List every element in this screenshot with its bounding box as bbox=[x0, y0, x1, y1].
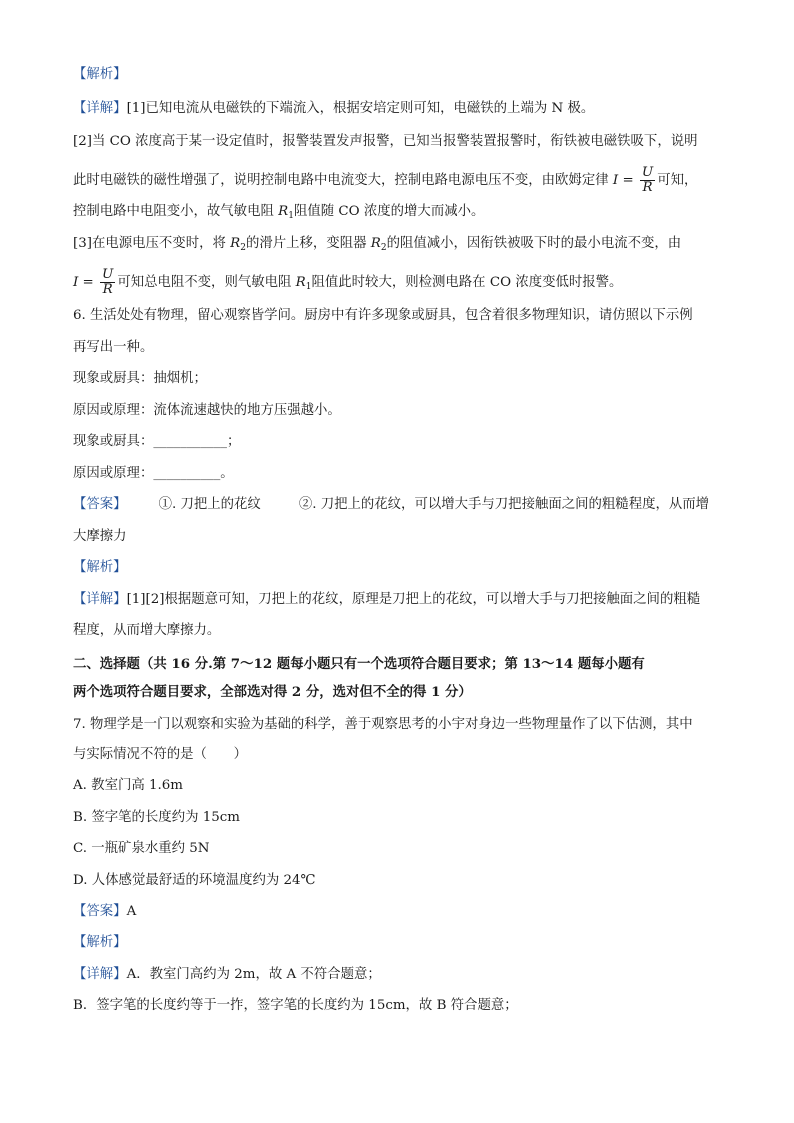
section2-heading-line2: 两个选项符合题目要求，全部选对得 2 分，选对但不全的得 1 分） bbox=[73, 684, 472, 700]
q6-analysis-label: 【解析】 bbox=[73, 560, 127, 575]
fraction-denominator-2: R bbox=[102, 282, 113, 297]
q7-detail-a: A．教室门高约为 2m，故 A 不符合题意； bbox=[126, 967, 381, 982]
formula-equals: = bbox=[618, 173, 638, 188]
r1-symbol-2: R bbox=[295, 275, 306, 290]
q6-stem-line2: 再写出一种。 bbox=[73, 340, 154, 355]
q5-analysis-label: 【解析】 bbox=[73, 67, 127, 82]
q7-stem-line2: 与实际情况不符的是（ ） bbox=[73, 747, 248, 762]
q7-stem-line1: 7. 物理学是一门以观察和实验为基础的科学，善于观察思考的小宇对身边一些物理量作了以下估测，其中 bbox=[73, 717, 693, 732]
q6-blank-phenomenon: 现象或厨具：___________； bbox=[73, 434, 241, 449]
q5-p2-line2-a: 此时电磁铁的磁性增强了，说明控制电路中电流变大，控制电路电源电压不变，由欧姆定律 bbox=[73, 173, 609, 188]
q7-detail-line1 bbox=[73, 966, 381, 984]
r2-subscript-2: 2 bbox=[380, 243, 387, 253]
fraction-numerator-2: U bbox=[102, 267, 114, 282]
q6-detail-line2: 程度，从而增大摩擦力。 bbox=[73, 623, 221, 638]
r2-symbol: R bbox=[230, 236, 241, 251]
q5-p2-line3 bbox=[73, 203, 484, 225]
q7-answer-value: A bbox=[126, 904, 137, 919]
fraction-numerator: U bbox=[641, 165, 654, 180]
q6-detail-line1 bbox=[73, 591, 700, 609]
q5-p3-line2 bbox=[73, 268, 622, 297]
q7-answer-line bbox=[73, 903, 136, 921]
fraction-denominator: R bbox=[642, 180, 653, 195]
q5-p3-line1-a: [3]在电源电压不变时，将 bbox=[73, 236, 231, 251]
q6-answer-label: 【答案】 bbox=[73, 497, 127, 512]
q7-option-b: B. 签字笔的长度约为 15cm bbox=[73, 810, 240, 825]
q6-example-principle: 原因或原理：流体流速越快的地方压强越小。 bbox=[73, 403, 341, 418]
q7-option-c: C. 一瓶矿泉水重约 5N bbox=[73, 841, 210, 856]
q6-detail-text-1: [1][2]根据题意可知，刀把上的花纹，原理是刀把上的花纹，可以增大手与刀把接触面之间的粗糙 bbox=[126, 592, 701, 607]
r1-subscript-2: 1 bbox=[305, 282, 312, 292]
ohm-fraction-2 bbox=[100, 268, 115, 297]
q5-detail-label: 【详解】 bbox=[73, 101, 127, 116]
q6-example-phenomenon: 现象或厨具：抽烟机； bbox=[73, 371, 207, 386]
formula-i: I bbox=[612, 173, 619, 188]
q5-p3-line1-c: 的阻值减小，因衔铁被吸下时的最小电流不变，由 bbox=[386, 236, 682, 251]
formula-i-2: I bbox=[73, 275, 79, 290]
q7-analysis-label: 【解析】 bbox=[73, 935, 127, 950]
q7-answer-label: 【答案】 bbox=[73, 904, 127, 919]
q5-p3-line1-b: 的滑片上移，变阻器 bbox=[245, 236, 371, 251]
q6-answer-2-line1: ②. 刀把上的花纹，可以增大手与刀把接触面之间的粗糙程度，从而增 bbox=[298, 497, 710, 512]
q6-detail-label: 【详解】 bbox=[73, 592, 127, 607]
q5-p1-text: [1]已知电流从电磁铁的下端流入，根据安培定则可知，电磁铁的上端为 N 极。 bbox=[126, 101, 595, 116]
q6-answer-1: ①. 刀把上的花纹 bbox=[158, 497, 261, 512]
q7-option-a: A. 教室门高 1.6m bbox=[73, 778, 183, 793]
ohm-fraction bbox=[640, 166, 655, 195]
section2-heading-line1: 二、选择题（共 16 分.第 7～12 题每小题只有一个选项符合题目要求；第 13～14 题每小题有 bbox=[73, 656, 645, 672]
q5-p2-line2-b: 可知， bbox=[657, 173, 698, 188]
q6-blank-principle: 原因或原理：__________。 bbox=[73, 466, 234, 481]
r2-subscript: 2 bbox=[240, 243, 246, 253]
q5-p3-line2-b: 可知总电阻不变，则气敏电阻 bbox=[117, 275, 296, 290]
q5-p2-line2 bbox=[73, 166, 697, 195]
q5-p3-line2-c: 阻值此时较大，则检测电路在 CO 浓度变低时报警。 bbox=[311, 275, 623, 290]
q7-detail-label: 【详解】 bbox=[73, 967, 127, 982]
q5-p2-line3-a: 控制电路中电阻变小，故气敏电阻 bbox=[73, 204, 279, 219]
q7-detail-line2: B．签字笔的长度约等于一拃，签字笔的长度约为 15cm，故 B 符合题意； bbox=[73, 998, 518, 1013]
r1-symbol: R bbox=[278, 204, 289, 219]
q5-p3-line1 bbox=[73, 235, 681, 257]
r2-symbol-2: R bbox=[370, 236, 381, 251]
q5-detail-p1 bbox=[73, 100, 594, 118]
q6-answer-2-line2: 大摩擦力 bbox=[73, 529, 127, 544]
formula-equals-2: = bbox=[78, 275, 99, 290]
r1-subscript: 1 bbox=[288, 211, 294, 221]
q7-option-d: D. 人体感觉最舒适的环境温度约为 24℃ bbox=[73, 873, 316, 888]
q5-p2-line3-b: 阻值随 CO 浓度的增大而减小。 bbox=[293, 204, 485, 219]
q6-stem-line1: 6. 生活处处有物理，留心观察皆学问。厨房中有许多现象或厨具，包含着很多物理知识，请仿照以下示例 bbox=[73, 308, 693, 323]
q5-p2-line1: [2]当 CO 浓度高于某一设定值时，报警装置发声报警，已知当报警装置报警时，衔铁被电磁铁吸下，说明 bbox=[73, 134, 698, 149]
q6-answer-line1 bbox=[73, 496, 709, 514]
